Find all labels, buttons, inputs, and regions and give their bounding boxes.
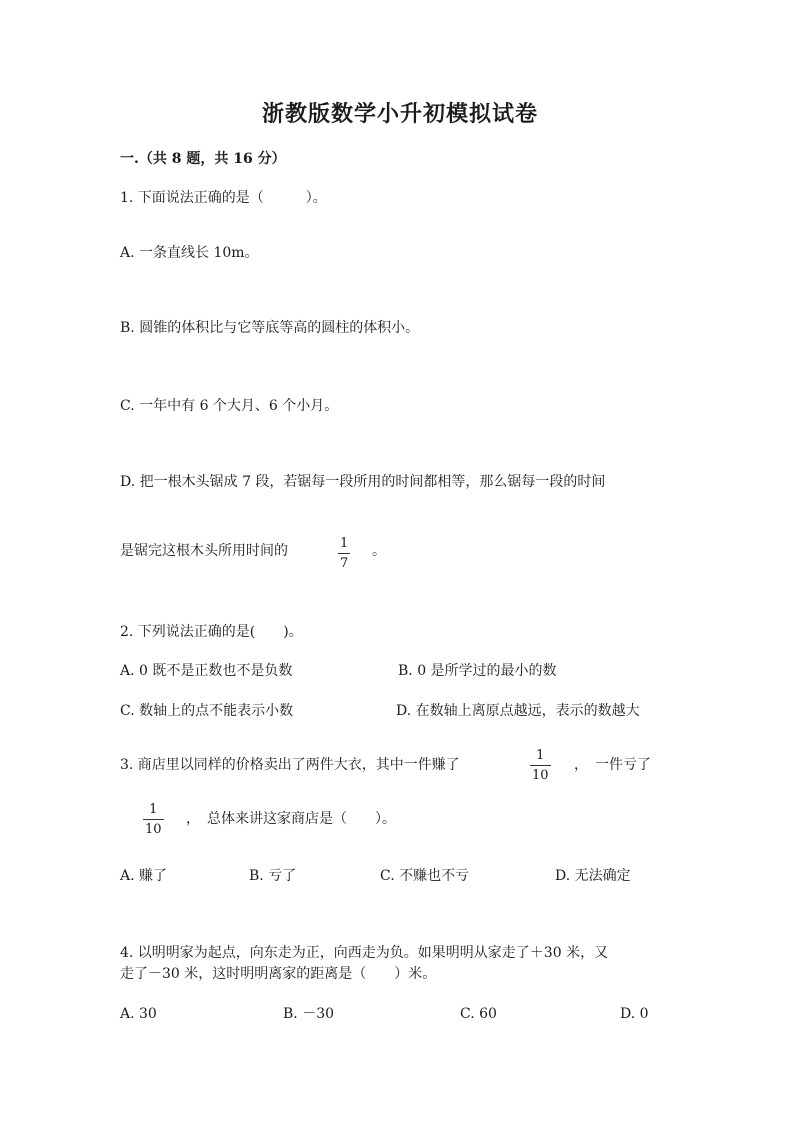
q4-option-b: B. －30 <box>283 1006 335 1022</box>
q1-option-b: B. 圆锥的体积比与它等底等高的圆柱的体积小。 <box>120 320 420 336</box>
q4-stem-line2: 走了－30 米，这时明明离家的距离是（ ）米。 <box>120 966 437 982</box>
q1-option-d-line1: D. 把一根木头锯成 7 段，若锯每一段所用的时间都相等，那么锯每一段的时间 <box>120 474 606 490</box>
q3-option-d: D. 无法确定 <box>555 868 631 884</box>
q3-fraction-2-numerator: 1 <box>149 802 158 817</box>
q1-option-d-end: 。 <box>372 543 386 559</box>
q3-option-c: C. 不赚也不亏 <box>380 868 470 884</box>
q3-option-a: A. 赚了 <box>120 868 168 884</box>
q3-stem-line1: 3. 商店里以同样的价格卖出了两件大衣，其中一件赚了 <box>120 757 460 773</box>
q4-stem-line1: 4. 以明明家为起点，向东走为正，向西走为负。如果明明从家走了＋30 米，又 <box>120 945 609 961</box>
q3-stem-mid: ， 一件亏了 <box>574 757 651 773</box>
q1-option-a: A. 一条直线长 10m。 <box>120 245 259 261</box>
q1-stem: 1. 下面说法正确的是（ ）。 <box>120 190 327 206</box>
q3-option-b: B. 亏了 <box>249 868 297 884</box>
q4-option-c: C. 60 <box>460 1006 497 1022</box>
q2-option-c: C. 数轴上的点不能表示小数 <box>120 703 294 719</box>
fraction-bar <box>530 765 551 766</box>
q3-fraction-1-numerator: 1 <box>536 748 545 763</box>
q2-option-b: B. 0 是所学过的最小的数 <box>398 663 557 679</box>
page-title: 浙教版数学小升初模拟试卷 <box>261 101 538 127</box>
fraction-bar <box>338 553 350 554</box>
q3-stem-line2: ， 总体来讲这家商店是（ ）。 <box>186 811 396 827</box>
q3-fraction-1-denominator: 10 <box>532 768 549 783</box>
q2-option-a: A. 0 既不是正数也不是负数 <box>120 663 293 679</box>
q1-fraction <box>338 536 350 571</box>
q3-fraction-2 <box>143 802 164 837</box>
q4-option-d: D. 0 <box>620 1006 649 1022</box>
fraction-bar <box>143 819 164 820</box>
q3-fraction-2-denominator: 10 <box>145 822 162 837</box>
q1-option-c: C. 一年中有 6 个大月、6 个小月。 <box>120 398 339 414</box>
q2-stem: 2. 下列说法正确的是( )。 <box>120 624 303 640</box>
q1-fraction-numerator: 1 <box>340 536 349 551</box>
q2-option-d: D. 在数轴上离原点越远，表示的数越大 <box>396 703 640 719</box>
q4-option-a: A. 30 <box>120 1006 157 1022</box>
q3-fraction-1 <box>530 748 551 783</box>
section-heading: 一.（共 8 题，共 16 分） <box>120 151 286 167</box>
q1-option-d-line2: 是锯完这根木头所用时间的 <box>120 543 288 559</box>
q1-fraction-denominator: 7 <box>340 556 349 571</box>
